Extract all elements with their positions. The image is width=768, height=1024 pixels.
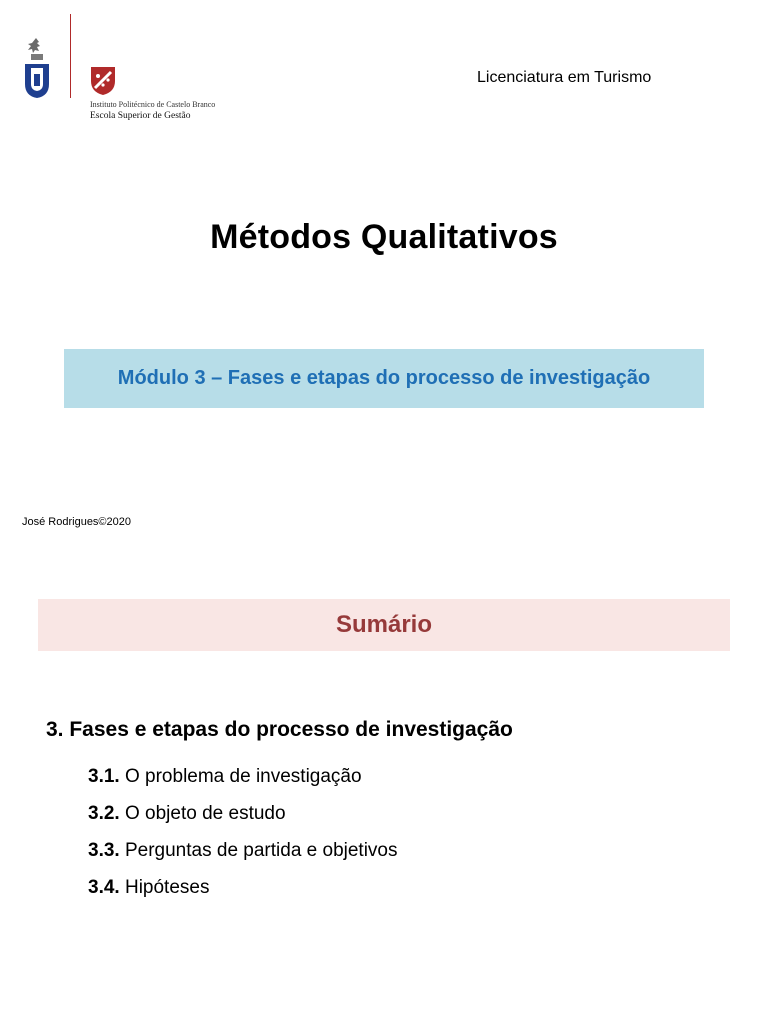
- item-text: Hipóteses: [124, 877, 210, 898]
- list-item: [88, 832, 398, 869]
- school-name: Escola Superior de Gestão: [90, 111, 191, 121]
- logo-divider: [70, 14, 71, 98]
- school-shield-icon: [90, 66, 116, 96]
- summary-banner: [38, 599, 730, 651]
- list-item: [88, 795, 398, 832]
- module-title: Módulo 3 – Fases e etapas do processo de investigação: [117, 367, 651, 389]
- crest-icon: [22, 36, 52, 100]
- item-number: 3.2.: [88, 803, 120, 824]
- page-title: Métodos Qualitativos: [210, 218, 558, 256]
- item-number: 3.1.: [88, 766, 120, 787]
- module-banner: [64, 349, 704, 408]
- item-number: 3.3.: [88, 840, 120, 861]
- course-name: Licenciatura em Turismo: [477, 69, 652, 86]
- item-text: O problema de investigação: [124, 766, 362, 787]
- item-number: 3.4.: [88, 877, 120, 898]
- item-text: O objeto de estudo: [124, 803, 286, 824]
- list-item: [88, 869, 398, 906]
- item-text: Perguntas de partida e objetivos: [124, 840, 398, 861]
- summary-list: [88, 758, 398, 906]
- institution-name: Instituto Politécnico de Castelo Branco: [90, 100, 216, 109]
- author-credit: José Rodrigues©2020: [22, 516, 132, 528]
- list-item: [88, 758, 398, 795]
- section-title: 3. Fases e etapas do processo de investigação: [46, 718, 513, 741]
- summary-heading: Sumário: [335, 611, 433, 638]
